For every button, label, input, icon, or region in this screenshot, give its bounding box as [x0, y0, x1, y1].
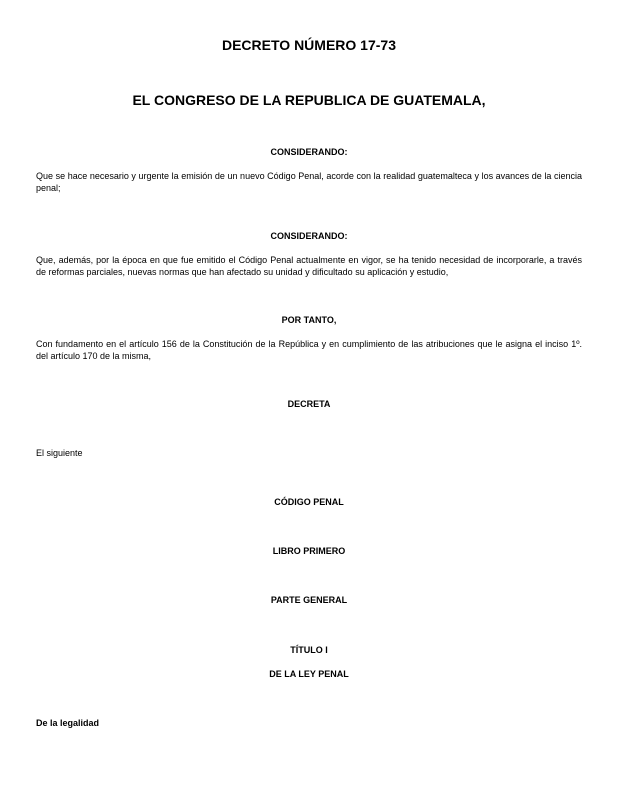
considerando-2-heading: CONSIDERANDO: — [270, 231, 348, 241]
por-tanto-text: Con fundamento en el artículo 156 de la Constitución de la República y en cumplimiento de las atribuciones que le asigna el inciso 1º. del artículo 170 de la misma, — [36, 339, 582, 361]
considerando-1-heading: CONSIDERANDO: — [270, 147, 348, 157]
por-tanto-heading: POR TANTO, — [281, 315, 337, 325]
el-siguiente-text: El siguiente — [36, 448, 83, 458]
considerando-2-text: Que, además, por la época en que fue emitido el Código Penal actualmente en vigor, se ha tenido necesidad de incorporarle, a través de reformas parciales, nuevas normas que han afectado su unidad y dificultado su aplicación y estudio, — [36, 255, 582, 277]
de-la-ley-penal-heading: DE LA LEY PENAL — [269, 669, 349, 679]
codigo-penal-heading: CÓDIGO PENAL — [274, 497, 344, 507]
titulo-i-heading: TÍTULO I — [290, 645, 328, 655]
congress-title: EL CONGRESO DE LA REPUBLICA DE GUATEMALA, — [132, 92, 486, 108]
libro-primero-heading: LIBRO PRIMERO — [272, 546, 346, 556]
decreta-heading: DECRETA — [287, 399, 331, 409]
de-la-legalidad-heading: De la legalidad — [36, 718, 100, 728]
parte-general-heading: PARTE GENERAL — [270, 595, 348, 605]
considerando-1-text: Que se hace necesario y urgente la emisión de un nuevo Código Penal, acorde con la realidad guatemalteca y los avances de la ciencia penal; — [36, 171, 582, 193]
decree-title: DECRETO NÚMERO 17-73 — [221, 37, 396, 53]
